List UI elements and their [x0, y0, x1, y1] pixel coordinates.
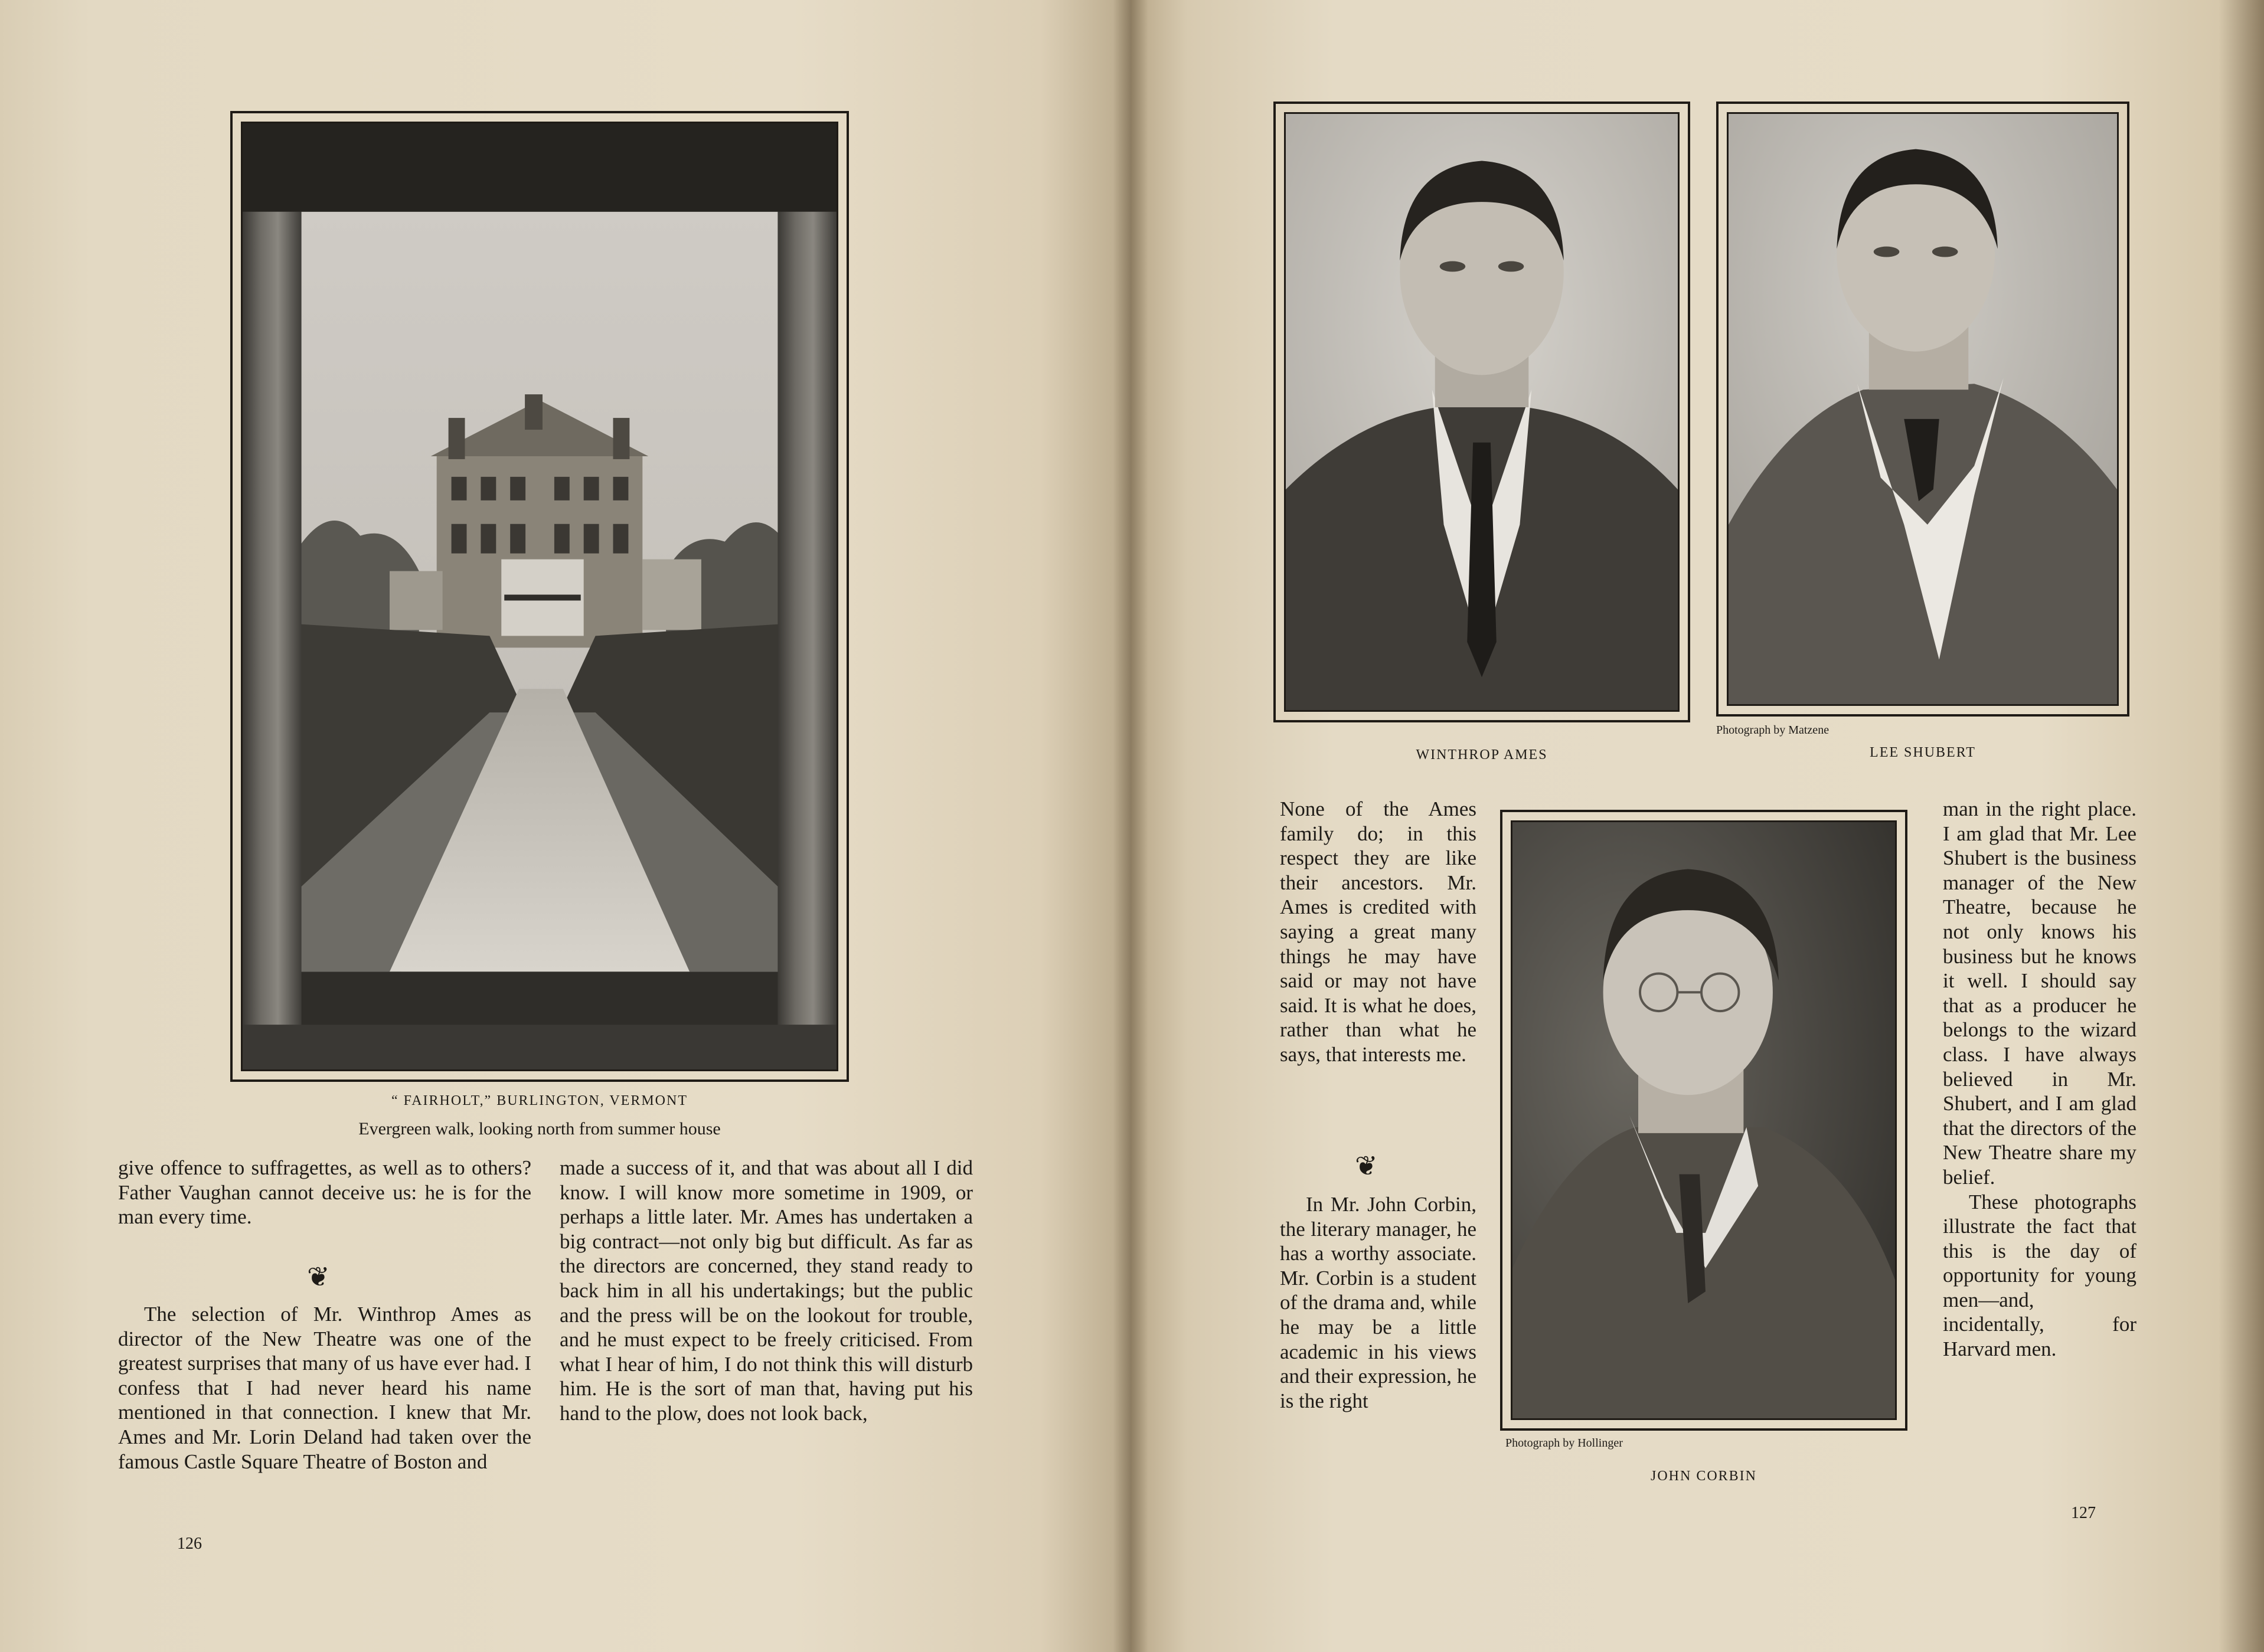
lee-shubert-photo-credit: Photograph by Matzene: [1716, 724, 1830, 737]
fairholt-caption-title: “ FAIRHOLT,” BURLINGTON, VERMONT: [391, 1093, 688, 1108]
left-col2-para1: made a success of it, and that was about all I did know. I will know more sometime in 1909, or perhaps a little later. Mr. Ames has undertaken a big contract—not only big but difficult. As far as the directors are concerned, they stand ready to back him in all his undertakings; but the public and the press will be on the lookout for trouble, and he must expect to be freely criticised. From what I hear of him, I do not think this will disturb him. He is the sort of man that, having put his hand to the plow, does not look back,: [560, 1156, 973, 1425]
john-corbin-photo-credit: Photograph by Hollinger: [1505, 1437, 1623, 1450]
right-page-left-column: [1280, 797, 1476, 1067]
right-page-left-column-b: [1280, 1192, 1476, 1413]
ornament-icon-2: ❦: [1355, 1151, 1378, 1181]
john-corbin-caption: JOHN CORBIN: [1650, 1468, 1757, 1484]
john-corbin-portrait-frame: [1500, 810, 1907, 1431]
right-page-right-column: [1943, 797, 2136, 1362]
right-right-para1: man in the right place. I am glad that Mr. Lee Shubert is the business manager of the New Theatre, because he not only knows his business but he knows it well. I should say that as a producer he belongs to the wizard class. I have always believed in Mr. Shubert, and I am glad that the directors of the New Theatre share my belief.: [1943, 797, 2136, 1189]
fairholt-photo: [241, 122, 838, 1071]
right-right-para2: These photographs illustrate the fact that this is the day of opportunity for young men—and, incidentally, for Harvard men.: [1943, 1190, 2136, 1361]
winthrop-ames-portrait: [1284, 112, 1680, 712]
portrait-image-2: [1729, 114, 2117, 704]
fairholt-caption-subtitle: Evergreen walk, looking north from summer house: [358, 1119, 721, 1139]
left-page-column-2: [560, 1156, 973, 1426]
fairholt-photo-frame: [230, 111, 849, 1082]
winthrop-ames-portrait-frame: [1273, 102, 1690, 722]
ornament-icon: ❦: [307, 1262, 330, 1292]
book-gutter: [1113, 0, 1148, 1652]
left-col1-para2: The selection of Mr. Winthrop Ames as director of the New Theatre was one of the greatest surprises that many of us have ever had. I confess that I had never heard his name mentioned in that connection. I knew that Mr. Ames and Mr. Lorin Deland had taken over the famous Castle Square Theatre of Boston and: [118, 1303, 531, 1473]
portrait-image-3: [1512, 822, 1895, 1418]
lee-shubert-caption: LEE SHUBERT: [1870, 745, 1976, 760]
john-corbin-portrait: [1511, 820, 1897, 1420]
right-left-para1: None of the Ames family do; in this respect they are like their ancestors. Mr. Ames is credited with saying a great many things he may have said or may not have said. It is what he does, rather than what he says, that interests me.: [1280, 797, 1476, 1066]
right-page: [1131, 0, 2264, 1652]
right-left-para2: In Mr. John Corbin, the literary manager, he has a worthy associate. Mr. Corbin is a student of the drama and, while he may be a little academic in his views and their expression, he is the right: [1280, 1193, 1476, 1412]
page-number: 126: [177, 1535, 202, 1553]
lee-shubert-portrait: [1727, 112, 2119, 706]
page-number-2: 127: [2071, 1504, 2096, 1522]
left-col1-para1: give offence to suffragettes, as well as to others? Father Vaughan cannot deceive us: he is for the man every time.: [118, 1156, 531, 1229]
left-page-column-1b: [118, 1302, 531, 1474]
left-page: [0, 0, 1131, 1652]
fairholt-estate-image: [243, 123, 837, 1069]
lee-shubert-portrait-frame: [1716, 102, 2129, 717]
portrait-image: [1286, 114, 1678, 710]
winthrop-ames-caption: WINTHROP AMES: [1416, 747, 1548, 763]
left-page-column-1: [118, 1156, 531, 1229]
